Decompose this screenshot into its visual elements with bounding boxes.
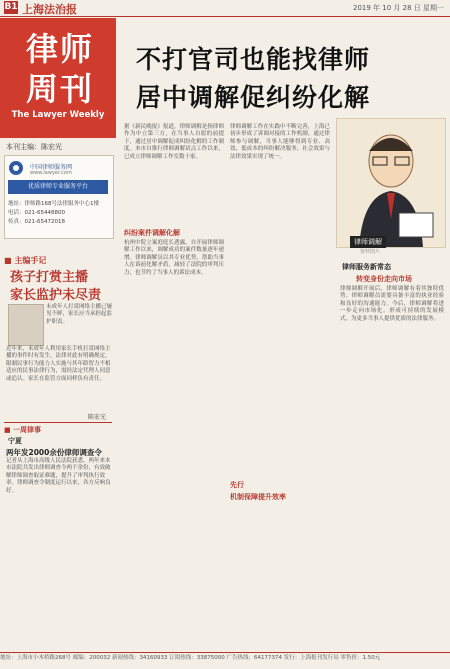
ad-line: 传真：021-65472018 bbox=[8, 219, 65, 225]
section-title: 先行 bbox=[230, 481, 244, 489]
page-footer: 地址：上海市小木桥路268号 邮编：200032 新闻热线：34160933 订阅热线：33875000 广告热线：64177374 发行：上海报刊发行局 零售价：1.50元 bbox=[0, 652, 450, 669]
ad-line: 地址：律师路168号法律服务中心1楼 bbox=[8, 201, 99, 207]
headline-line2: 居中调解促纠纷化解 bbox=[136, 83, 371, 112]
weekly-tag: ■ 一周律事 bbox=[4, 422, 112, 435]
org-logo-icon bbox=[8, 160, 28, 176]
weekly-body: 记者从上海市高级人民法院获悉，两年来本市法院共发出律师调查令两千余份，有效破解律师调查取证难题，提升了审判执行效率。律师调查令制度运行以来，各方反响良好。 bbox=[6, 458, 111, 494]
illustration-caption: 律师调解 bbox=[350, 236, 386, 248]
weekly-author: 宁夏 bbox=[8, 437, 22, 445]
lawyer-illustration bbox=[336, 118, 446, 248]
ad-banner: 优质律师专业服务平台 bbox=[8, 180, 108, 194]
article-lead: 据《新民晚报》报道，律师调解是指律师作为中立第三方，在当事人自愿的前提下，通过居中调解促成纠纷化解的工作制度。本市自推行律师调解试点工作以来，已成立律师调解工作室数十家。 bbox=[124, 124, 224, 160]
ad-org-name: 中国律师服务网 bbox=[30, 164, 73, 171]
newspaper-name: 上海法治报 bbox=[22, 3, 77, 16]
headline-line1: 不打官司也能找律师 bbox=[136, 45, 371, 74]
column-title-line2: 家长监护未尽责 bbox=[10, 288, 102, 303]
column-intro: 未成年人打赏网络主播已屡见不鲜，家长应当承担起监护职责。 bbox=[46, 304, 113, 325]
column-title-line1: 孩子打赏主播 bbox=[10, 270, 89, 285]
page-code-badge: B1 bbox=[4, 2, 18, 12]
brand-title-line2: 周刊 bbox=[26, 70, 95, 108]
article-body: 律师调解开展后，律师调解有着其独特优势。律师调解员需要具备丰富的执业经验和良好的沟通能力。今后，律师调解将进一步走向市场化，形成可持续的发展模式，为更多当事人提供优质的法律服务。 bbox=[340, 286, 444, 322]
issue-date: 2019 年 10 月 28 日 星期一 bbox=[353, 4, 444, 12]
brand-english-title: The Lawyer Weekly bbox=[11, 110, 105, 120]
ad-line: 电话：021-65448800 bbox=[8, 210, 65, 216]
column-body: 近年来，未成年人利用家长手机打赏网络主播的事件时有发生。法律对此有明确规定，限制民事行为能力人实施与其年龄智力不相适应的民事法律行为，需经法定代理人同意或追认。家长在监管方面同样负有责任。 bbox=[6, 346, 111, 382]
photo-credit: 资料图片 bbox=[360, 249, 381, 255]
section-title: 纠纷案件调解化解 bbox=[124, 229, 180, 237]
brand-title-line1: 律师 bbox=[26, 30, 95, 68]
author-photo bbox=[8, 304, 44, 346]
right-section-title: 律师服务新常态 bbox=[342, 263, 391, 271]
column-signature: 陈宏光 bbox=[88, 414, 107, 421]
article-body: 杭州中院立案庭庭长透露，自开展律师调解工作以来，调解成功的案件数量逐年递增。律师调解员以其专业优势，帮助当事人在诉前化解矛盾，减轻了法院的审判压力，也节约了当事人的诉讼成本。 bbox=[124, 240, 224, 276]
column-tag: ■ 主编手记 bbox=[4, 256, 47, 265]
section-title: 机制保障提升效率 bbox=[230, 493, 286, 501]
right-subtitle: 转变身份走向市场 bbox=[356, 275, 412, 283]
article-body: 律师调解工作在实践中不断完善，上海已初步形成了诉调对接的工作机制。通过律师参与调解，当事人能够得到专业、高效、低成本的纠纷解决服务，社会效果与法律效果实现了统一。 bbox=[230, 124, 330, 160]
chief-editor: 本刊主编：陈宏光 bbox=[6, 143, 62, 151]
weekly-title: 两年发2000余份律师调查令 bbox=[6, 448, 102, 457]
lawyer-cartoon-icon bbox=[337, 119, 445, 247]
ad-org-sub: www.lawyer.com bbox=[30, 170, 72, 176]
